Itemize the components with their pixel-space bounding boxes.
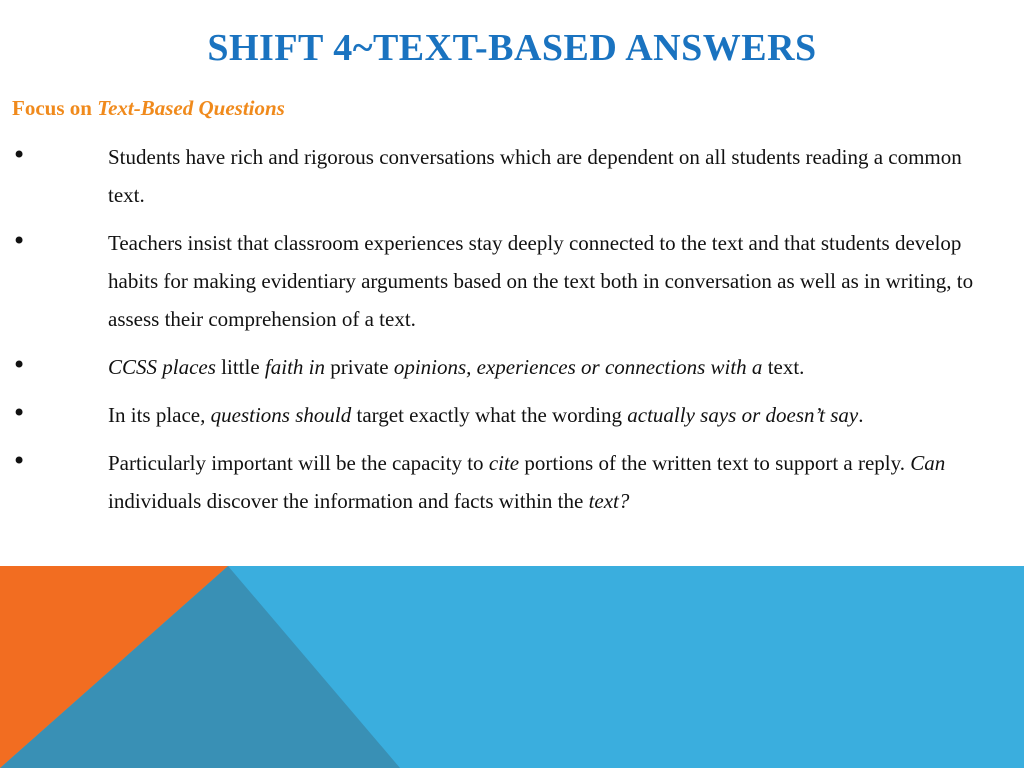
bullet-dot-icon: • [12,141,27,169]
bullet-list [0,138,1024,530]
focus-emphasis: Text-Based Questions [97,96,285,120]
bullet-text-segment: opinions, experiences or connections with a [393,355,763,379]
bullet-text-segment: In its place [108,403,201,427]
bullet-text-segment: . [858,403,864,427]
bullet-text-segment: actually says or doesn’t say [627,403,859,427]
bullet-text-segment: CCSS places [108,355,216,379]
bullet-item [0,224,1024,338]
bullet-text-segment: text. [762,355,805,379]
bullet-dot-icon: • [12,399,27,427]
focus-prefix: Focus on [12,96,98,120]
footer-decoration [0,566,1024,768]
bullet-text-segment: Teachers insist that classroom experiences stay deeply connected to the text and that students develop habits for making evidentiary arguments based on the text both in conversation as well as in writing, to assess their comprehension of a text. [108,231,974,331]
bullet-text-segment: cite [488,451,520,475]
bullet-dot-icon: • [12,447,27,475]
bullet-text-segment: text? [588,489,630,513]
focus-line [12,94,285,122]
bullet-text-segment: faith in [264,355,326,379]
bullet-dot-icon: • [12,227,27,255]
bullet-text-segment: little [215,355,265,379]
bullet-item [0,348,1024,386]
bullet-item [0,396,1024,434]
bullet-text-segment: Can [910,451,946,475]
bullet-text-segment: target exactly what the wording [351,403,628,427]
bullet-text-segment: Students have rich and rigorous conversations which are dependent on all students reading a common text. [108,145,962,207]
bullet-text-segment: private [325,355,394,379]
bullet-item [0,444,1024,520]
bullet-text-segment: portions of the written text to support a reply. [519,451,911,475]
bullet-item [0,138,1024,214]
bullet-text-segment: Particularly important will be the capacity to [108,451,489,475]
bullet-text-segment: , questions should [200,403,352,427]
slide-title: SHIFT 4~TEXT-BASED ANSWERS [207,27,817,69]
bullet-text-segment: individuals discover the information and facts within the [108,489,589,513]
bullet-dot-icon: • [12,351,27,379]
